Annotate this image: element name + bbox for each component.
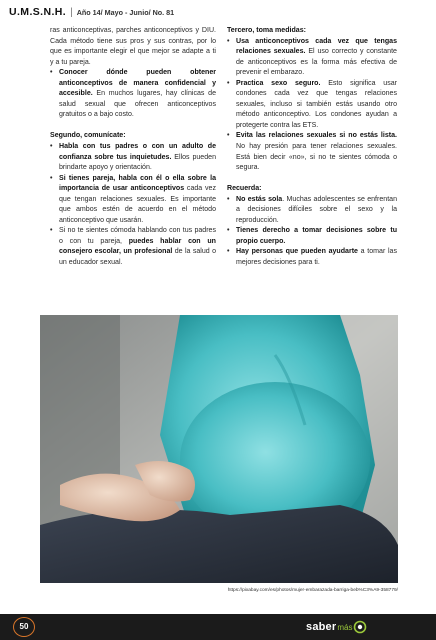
list-item-bold: Evita las relaciones sexuales si no estás lista.: [236, 132, 397, 140]
list-item-text: El uso correcto y constante de anticonceptivos es la forma más efectiva de prevenir el embarazo.: [236, 48, 397, 77]
left-column: [50, 26, 216, 269]
photo-credit: https://pixabay.com/es/photos/mujer-embarazada-barriga-beb%C3%A9-358779/: [227, 588, 398, 593]
list-item-text: a tomar las mejores decisiones para ti.: [236, 248, 397, 267]
list-item-bold: Usa anticonceptivos cada vez que tengas relaciones sexuales.: [236, 37, 397, 56]
left-list-2: [50, 142, 216, 269]
section-heading-second: Segundo, comunícate:: [50, 132, 126, 140]
list-item: [227, 247, 397, 268]
list-item-bold: Tienes derecho a tomar decisiones sobre tu propio cuerpo.: [236, 227, 397, 245]
list-item: [50, 174, 216, 227]
list-item: [227, 79, 397, 132]
list-item-text: Si no te sientes cómoda hablando con tus padres o con tu pareja,: [59, 227, 216, 245]
list-item-bold: Practica sexo seguro.: [236, 79, 321, 87]
header-separator: |: [70, 7, 73, 18]
magazine-name: U.M.S.N.H.: [9, 6, 67, 18]
list-item-text: cada vez que tengan relaciones sexuales. Es importante que ambos estén de acuerdo en el método anticonceptivo que usarán.: [59, 185, 216, 224]
brand-main-text: saber: [306, 621, 337, 633]
list-item: [227, 195, 397, 227]
section-heading-third: Tercero, toma medidas:: [227, 27, 306, 34]
brand-sub-text: más: [337, 622, 353, 632]
right-list-1: [227, 37, 397, 174]
brand-swirl-icon: [353, 620, 367, 634]
list-item: [227, 131, 397, 173]
list-item: [227, 37, 397, 79]
list-item-text: de la salud o un educador sexual.: [59, 248, 216, 267]
footer-bar: [0, 614, 436, 640]
list-item-text: . Muchas adolescentes se enfrentan a decisiones difíciles sobre el sexo y la reproducción.: [236, 195, 397, 224]
list-item: [227, 226, 397, 247]
right-list-2: [227, 195, 397, 269]
list-item-bold: No estás sola: [236, 195, 283, 203]
list-item-bold: Si tienes pareja, habla con él o ella sobre la importancia de usar anticonceptivos: [59, 174, 216, 193]
section-heading-remember: Recuerda:: [227, 185, 262, 193]
list-item-bold: Habla con tus padres o con un adulto de confianza sobre tus inquietudes.: [59, 143, 216, 161]
list-item-bold: puedes hablar con un consejero escolar, un profesional: [59, 237, 216, 256]
right-column: [227, 26, 397, 269]
list-item-text: Esto significa usar condones cada vez que tengas relaciones sexuales, incluso si también estás usando otro método anticonceptivo. Los condones ayudan a protegerte contra las ETS.: [236, 79, 397, 129]
left-intro-paragraph: ras anticonceptivas, parches anticonceptivos y DIU. Cada método tiene sus pros y sus contras, por lo que es importante elegir el que mejor se adapte a ti y a tu pareja.: [50, 27, 216, 66]
left-list-1: [50, 68, 216, 121]
list-item-text: Ellos pueden brindarte apoyo y orientación.: [59, 153, 216, 172]
list-item: [50, 226, 216, 268]
list-item-text: No hay presión para tener relaciones sexuales. Está bien decir «no», si no te sientes cómoda o segura.: [236, 143, 397, 172]
issue-info: Año 14/ Mayo - Junio/ No. 81: [76, 8, 175, 17]
page-number: 50: [13, 617, 35, 637]
list-item-bold: Conocer dónde pueden obtener anticonceptivos de manera confidencial y accesible.: [59, 69, 216, 98]
running-header: [9, 6, 174, 20]
list-item: [50, 68, 216, 121]
brand-logo: [306, 617, 367, 637]
list-item: [50, 142, 216, 174]
pregnant-woman-photo: [40, 315, 398, 583]
list-item-text: En muchos lugares, hay clínicas de salud sexual que ofrecen anticonceptivos gratuitos o a bajo costo.: [59, 90, 216, 119]
list-item-bold: Hay personas que pueden ayudarte: [236, 248, 358, 256]
